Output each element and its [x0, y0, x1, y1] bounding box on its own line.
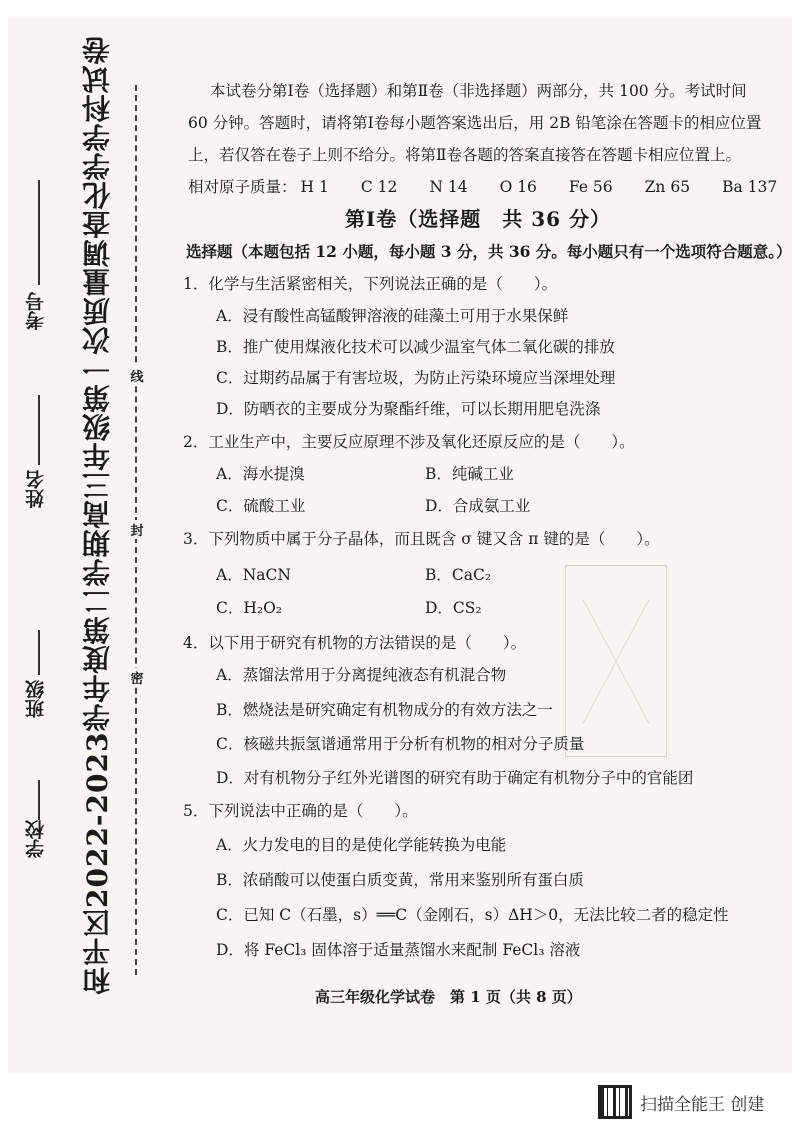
question-4-option-c: C．核磁共振氢谱通常用于分析有机物的相对分子质量 — [216, 735, 585, 753]
question-3-option-a: A．NaCN — [216, 566, 291, 584]
school-underline — [38, 780, 40, 820]
question-4-option-a: A．蒸馏法常用于分离提纯液态有机混合物 — [216, 666, 507, 684]
question-5-option-c: C．已知 C（石墨，s）══C（金刚石，s）ΔH＞0，无法比较二者的稳定性 — [216, 906, 729, 924]
mass-n: N 14 — [429, 178, 468, 196]
question-2-option-b: B．纯碱工业 — [425, 465, 514, 483]
question-3-option-d: D．CS₂ — [425, 599, 482, 617]
question-5-option-d: D．将 FeCl₃ 固体溶于适量蒸馏水来配制 FeCl₃ 溶液 — [216, 941, 581, 959]
exam-no-label: 考号 — [25, 292, 47, 330]
question-2-option-c: C．硫酸工业 — [216, 497, 306, 515]
school-label: 学校 — [25, 820, 47, 858]
mass-fe: Fe 56 — [568, 178, 613, 196]
question-5-option-b: B．浓硝酸可以使蛋白质变黄，常用来鉴别所有蛋白质 — [216, 871, 584, 889]
section-intro: 选择题（本题包括 12 小题，每小题 3 分，共 36 分。每小题只有一个选项符合题意。） — [186, 242, 792, 261]
question-3-option-b: B．CaC₂ — [425, 566, 492, 584]
binding-mark-line: 线 — [130, 366, 144, 385]
mass-ba: Ba 137 — [722, 178, 778, 196]
question-5-stem: 5．下列说法中正确的是（ ）。 — [183, 802, 418, 820]
section-title: 第Ⅰ卷（选择题 共 36 分） — [344, 207, 612, 231]
mass-zn: Zn 65 — [644, 178, 691, 196]
question-1-option-b: B．推广使用煤液化技术可以减少温室气体二氧化碳的排放 — [216, 338, 615, 356]
question-1-option-d: D．防晒衣的主要成分为聚酯纤维，可以长期用肥皂洗涤 — [216, 400, 601, 418]
question-2-stem: 2．工业生产中，主要反应原理不涉及氧化还原反应的是（ ）。 — [183, 433, 635, 451]
question-4-stem: 4．以下用于研究有机物的方法错误的是（ ）。 — [183, 634, 527, 652]
mass-h: H 1 — [300, 178, 329, 196]
mass-o: O 16 — [499, 178, 537, 196]
name-label: 姓名 — [25, 470, 47, 508]
binding-mark-secret: 密 — [130, 668, 144, 687]
exam-no-underline — [38, 180, 40, 285]
mass-c: C 12 — [360, 178, 398, 196]
page-footer: 高三年级化学试卷 第 1 页（共 8 页） — [315, 988, 582, 1006]
scanner-watermark — [598, 1085, 764, 1119]
question-1-option-a: A．浸有酸性高锰酸钾溶液的硅藻土可用于水果保鲜 — [216, 307, 569, 325]
instruction-line-3: 上，若仅答在卷子上则不给分。将第Ⅱ卷各题的答案直接答在答题卡相应位置上。 — [188, 146, 742, 164]
question-4-option-b: B．燃烧法是研究确定有机物成分的有效方法之一 — [216, 701, 553, 719]
class-underline — [38, 630, 40, 675]
qr-code-icon — [598, 1085, 632, 1119]
instruction-line-2: 60 分钟。答题时，请将第Ⅰ卷每小题答案选出后，用 2B 铅笔涂在答题卡的相应位置 — [188, 114, 762, 132]
exam-title-vertical: 和平区2022-2023学年度第二学期高三年级第一次质量调查化学学科试卷 — [81, 35, 114, 995]
question-1-option-c: C．过期药品属于有害垃圾，为防止污染环境应当深埋处理 — [216, 369, 616, 387]
name-underline — [38, 395, 40, 465]
question-2-option-a: A．海水提溴 — [216, 465, 305, 483]
class-label: 班级 — [25, 680, 47, 718]
atomic-masses-label: 相对原子质量： — [188, 178, 297, 196]
question-3-option-c: C．H₂O₂ — [216, 599, 283, 617]
question-4-option-d: D．对有机物分子红外光谱图的研究有助于确定有机物分子中的官能团 — [216, 769, 694, 787]
show-through-figure — [565, 565, 667, 757]
instruction-line-1: 本试卷分第Ⅰ卷（选择题）和第Ⅱ卷（非选择题）两部分，共 100 分。考试时间 — [210, 82, 747, 100]
question-3-stem: 3．下列物质中属于分子晶体，而且既含 σ 键又含 π 键的是（ ）。 — [183, 530, 660, 548]
question-2-option-d: D．合成氨工业 — [425, 497, 531, 515]
binding-mark-seal: 封 — [130, 520, 144, 539]
scanner-watermark-text: 扫描全能王 创建 — [640, 1094, 765, 1115]
question-5-option-a: A．火力发电的目的是使化学能转换为电能 — [216, 836, 507, 854]
atomic-masses — [188, 176, 800, 198]
question-1-stem: 1．化学与生活紧密相关，下列说法正确的是（ ）。 — [183, 275, 558, 293]
